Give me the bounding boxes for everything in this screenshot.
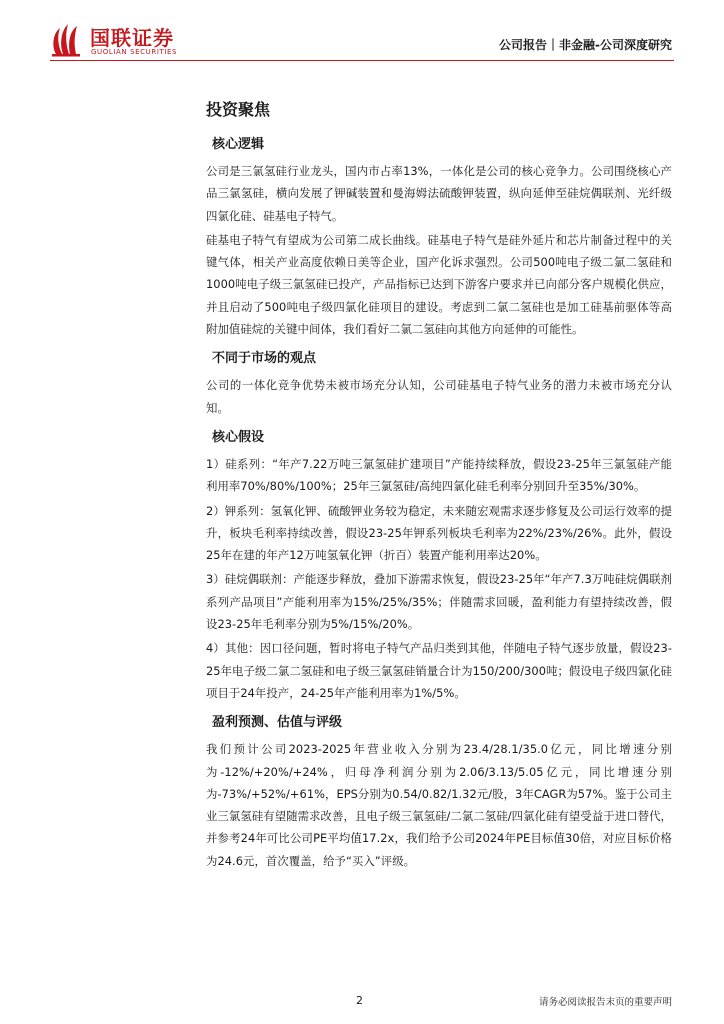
page-number: 2 <box>356 994 363 1007</box>
paragraph: 2）钾系列：氢氧化钾、硫酸钾业务较为稳定，未来随宏观需求逐步修复及公司运行效率的提升，板块毛利率持续改善，假设23-25年钾系列板块毛利率为22%/23%/26%。此外，假设25年在建的年产12万吨氢氧化钾（折百）装置产能利用率达20%。 <box>206 503 672 563</box>
main-content <box>206 98 672 874</box>
guolian-logo-icon <box>50 20 84 58</box>
header-divider <box>50 60 674 61</box>
logo <box>50 20 250 60</box>
paragraph: 3）硅烷偶联剂：产能逐步释放，叠加下游需求恢复，假设23-25年“年产7.3万吨硅烷偶联剂系列产品项目”产能利用率为15%/25%/35%；伴随需求回暖，盈利能力有望持续改善，假设23-25年毛利率分别为5%/15%/20%。 <box>206 572 672 632</box>
paragraph: 4）其他：因口径问题，暂时将电子特气产品归类到其他，伴随电子特气逐步放量，假设23-25年电子级二氯二氢硅和电子级三氯氢硅销量合计为150/200/300吨；假设电子级四氯化硅项目于24年投产，24-25年产能利用率为1%/5%。 <box>206 641 672 700</box>
page-title: 投资聚焦 <box>206 100 271 119</box>
logo-subtext: GUOLIAN SECURITIES <box>91 48 178 56</box>
paragraph: 我们预计公司2023-2025年营业收入分别为23.4/28.1/35.0亿元，同比增速分别为-12%/+20%/+24%，归母净利润分别为2.06/3.13/5.05亿元，同比增速分别为-73%/+52%/+61%，EPS分别为0.54/0.82/1.32元/股，3年CAGR为57%。鉴于公司主业三氯氢硅有望随需求改善，且电子级三氯氢硅/二氯二氢硅/四氯化硅有望受益于进口替代，并参考24年可比公司PE平均值17.2x，我们给予公司2024年PE目标值30倍，对应目标价格为24.6元，首次覆盖，给予“买入”评级。 <box>206 742 672 868</box>
paragraph: 1）硅系列：“年产7.22万吨三氯氢硅扩建项目”产能持续释放，假设23-25年三氯氢硅产能利用率70%/80%/100%；25年三氯氢硅/高纯四氯化硅毛利率分别回升至35%/30%。 <box>206 456 672 494</box>
section-heading: 核心假设 <box>212 429 265 445</box>
section-heading: 盈利预测、估值与评级 <box>212 715 343 731</box>
paragraph: 公司是三氯氢硅行业龙头，国内市占率13%，一体化是公司的核心竞争力。公司围绕核心产品三氯氢硅，横向发展了钾碱装置和曼海姆法硫酸钾装置，纵向延伸至硅烷偶联剂、光纤级四氯化硅、硅基电子特气。 <box>206 164 672 223</box>
paragraph: 硅基电子特气有望成为公司第二成长曲线。硅基电子特气是硅外延片和芯片制备过程中的关键气体，相关产业高度依赖日美等企业，国产化诉求强烈。公司500吨电子级二氯二氢硅和1000吨电子级三氯氢硅已投产，产品指标已达到下游客户要求并已向部分客户规模化供应，并且启动了500吨电子级四氯化硅项目的建设。考虑到二氯二氢硅也是加工硅基前驱体等高附加值硅烷的关键中间体，我们看好二氯二氢硅向其他方向延伸的可能性。 <box>206 232 672 337</box>
report-type: 公司报告｜非金融-公司深度研究 <box>499 38 672 52</box>
logo-text: 国联证券 <box>90 26 174 50</box>
footer-disclaimer: 请务必阅读报告末页的重要声明 <box>538 997 672 1008</box>
paragraph: 公司的一体化竞争优势未被市场充分认知，公司硅基电子特气业务的潜力未被市场充分认知。 <box>206 378 672 415</box>
section-heading: 不同于市场的观点 <box>212 351 317 367</box>
section-heading: 核心逻辑 <box>212 137 265 152</box>
